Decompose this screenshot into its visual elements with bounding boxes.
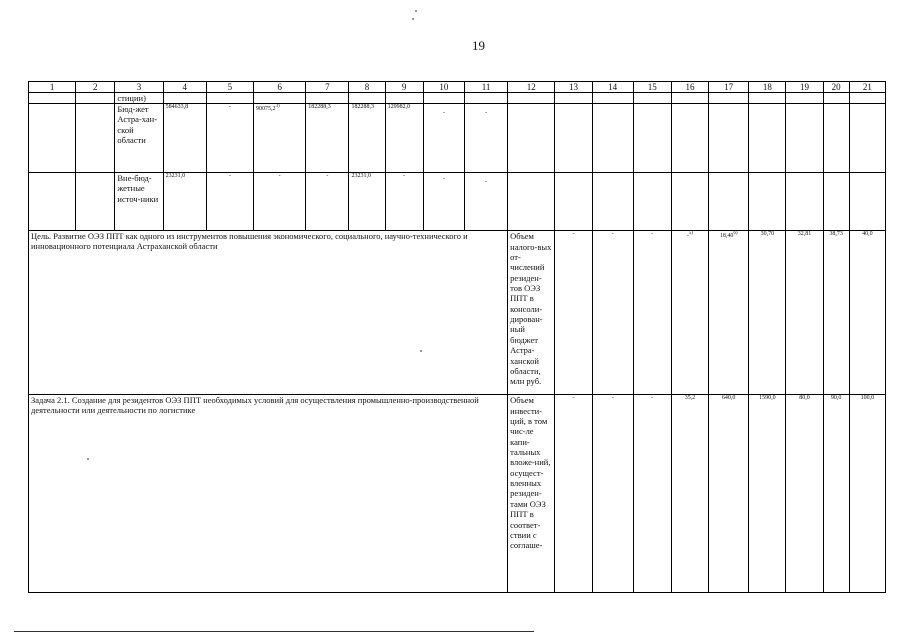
data-table xyxy=(28,81,886,593)
indicator-text: Объем налого-вых от-числений резиден-тов ОЭЗ ППТ в консоли-дирован-ный бюджет Астра-ханской области, млн руб. xyxy=(508,231,555,395)
footnote-mark: 5) xyxy=(688,231,694,237)
column-number: 18 xyxy=(749,82,786,93)
value-cell: - xyxy=(592,395,633,593)
column-number: 6 xyxy=(254,82,306,93)
column-number: 9 xyxy=(385,82,423,93)
column-number: 4 xyxy=(163,82,206,93)
value-cell: - xyxy=(633,395,671,593)
value-cell: 38,73 xyxy=(823,231,849,395)
value-cell: 640,0 xyxy=(709,395,749,593)
value-cell xyxy=(709,231,749,395)
carryover-row xyxy=(29,93,886,104)
goal-row xyxy=(29,231,886,395)
value-cell: 35,2 xyxy=(671,395,708,593)
budget-row-extrabudgetary xyxy=(29,173,886,231)
column-number: 13 xyxy=(555,82,592,93)
column-number: 5 xyxy=(206,82,253,93)
column-number: 8 xyxy=(349,82,385,93)
value-cell: 129982,0 xyxy=(385,104,423,173)
value-cell: - xyxy=(254,173,306,231)
task-text: Задача 2.1. Создание для резидентов ОЭЗ ППТ необходимых условий для осуществления промышленно-производственной деятельности или деятельности по логистике xyxy=(29,395,508,593)
value-cell xyxy=(671,231,708,395)
task-row xyxy=(29,395,886,593)
value-cell: 90,0 xyxy=(823,395,849,593)
value-text: 18,40 xyxy=(719,233,734,240)
value-cell: - xyxy=(555,231,592,395)
column-number: 12 xyxy=(508,82,555,93)
column-number: 19 xyxy=(786,82,823,93)
value-cell: 30,70 xyxy=(749,231,786,395)
table-cell xyxy=(29,93,76,104)
value-cell: 40,0 xyxy=(849,231,885,395)
value-cell: 23231,0 xyxy=(163,173,206,231)
table-cell xyxy=(76,93,115,104)
value-cell: - xyxy=(633,231,671,395)
value-cell: 182288,3 xyxy=(306,104,349,173)
goal-text: Цель. Развитие ОЭЗ ППТ как одного из инструментов повышения экономического, социального, научно-технического и инновационного потенциала Астраханской области xyxy=(29,231,508,395)
value-cell: 100,0 xyxy=(849,395,885,593)
page-bottom-rule xyxy=(14,631,534,632)
value-cell: - xyxy=(206,173,253,231)
value-cell: 1590,0 xyxy=(749,395,786,593)
value-cell: 182288,3 xyxy=(349,104,385,173)
scan-speck xyxy=(412,18,414,20)
value-text: - xyxy=(686,233,689,240)
funding-source: Вне-бюд-жетные источ-ники xyxy=(115,173,163,231)
column-number: 10 xyxy=(423,82,464,93)
value-text: 90075,2 xyxy=(256,106,276,113)
column-number: 1 xyxy=(29,82,76,93)
column-number: 17 xyxy=(709,82,749,93)
value-cell xyxy=(254,104,306,173)
value-cell: 584633,8 xyxy=(163,104,206,173)
column-number: 20 xyxy=(823,82,849,93)
scan-speck xyxy=(415,10,417,12)
value-cell: - xyxy=(423,173,464,231)
value-cell: 32,81 xyxy=(786,231,823,395)
indicator-text: Объем инвести-ций, в том чис-ле капи-тальных вложе-ний, осущест-вленных резиден-тами ОЭЗ ППТ в соответ-ствии с соглаше- xyxy=(508,395,555,593)
funding-source: Бюд-жет Астра-хан-ской области xyxy=(115,104,163,173)
column-number: 11 xyxy=(464,82,507,93)
value-cell: 80,0 xyxy=(786,395,823,593)
value-cell: - xyxy=(592,231,633,395)
value-cell: - xyxy=(206,104,253,173)
column-number: 16 xyxy=(671,82,708,93)
value-cell: - xyxy=(555,395,592,593)
column-number: 7 xyxy=(306,82,349,93)
column-number: 21 xyxy=(849,82,885,93)
value-cell: - xyxy=(464,104,507,173)
carryover-text: стиции) xyxy=(115,93,163,104)
value-cell: - xyxy=(464,173,507,231)
column-number: 14 xyxy=(592,82,633,93)
budget-row-regional xyxy=(29,104,886,173)
value-cell: - xyxy=(423,104,464,173)
column-number: 3 xyxy=(115,82,163,93)
value-cell: 23231,0 xyxy=(349,173,385,231)
column-number: 2 xyxy=(76,82,115,93)
value-cell: - xyxy=(385,173,423,231)
footnote-mark: 6) xyxy=(733,231,738,237)
column-number-row xyxy=(29,82,886,93)
value-cell: - xyxy=(306,173,349,231)
footnote-mark: 3) xyxy=(275,104,280,110)
column-number: 15 xyxy=(633,82,671,93)
page-number: 19 xyxy=(472,38,485,53)
